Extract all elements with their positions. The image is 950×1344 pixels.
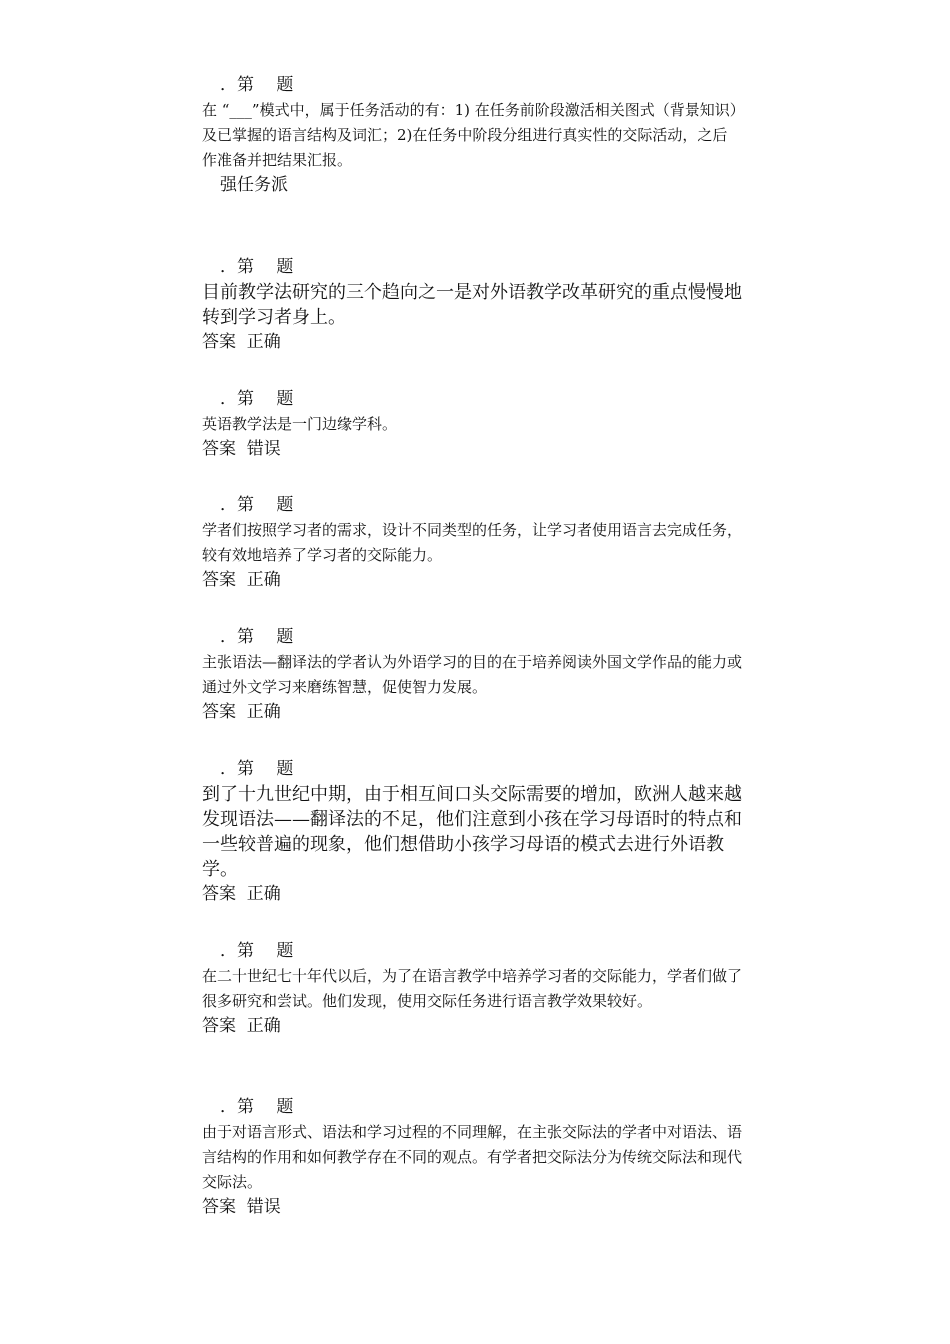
question-7	[202, 940, 742, 1038]
question-text: 学者们按照学习者的需求，设计不同类型的任务，让学习者使用语言去完成任务，较有效地培养了学习者的交际能力。	[202, 521, 743, 564]
question-answer: 答案 错误	[202, 439, 281, 459]
question-heading: ．第 题	[220, 389, 294, 409]
question-answer: 答案 正确	[202, 884, 281, 904]
question-text: 在二十世纪七十年代以后，为了在语言教学中培养学习者的交际能力，学者们做了很多研究和尝试。他们发现，使用交际任务进行语言教学效果较好。	[202, 967, 743, 1010]
question-answer: 答案 正确	[202, 332, 281, 352]
question-heading: ．第 题	[220, 1097, 294, 1117]
question-heading: ．第 题	[220, 75, 294, 95]
question-answer: 答案 错误	[202, 1197, 281, 1217]
question-4	[202, 494, 742, 592]
question-answer: 答案 正确	[202, 570, 281, 590]
question-answer: 答案 正确	[202, 702, 281, 722]
question-answer: 强任务派	[220, 175, 288, 195]
question-heading: ．第 题	[220, 759, 294, 779]
question-heading: ．第 题	[220, 627, 294, 647]
question-3	[202, 388, 742, 461]
question-text: 英语教学法是一门边缘学科。	[202, 415, 398, 433]
question-answer: 答案 正确	[202, 1016, 281, 1036]
question-text: 到了十九世纪中期，由于相互间口头交际需要的增加，欧洲人越来越发现语法——翻译法的不足，他们注意到小孩在学习母语时的特点和一些较普遍的现象，他们想借助小孩学习母语的模式去进行外语教学。	[202, 784, 742, 880]
question-text: 主张语法—翻译法的学者认为外语学习的目的在于培养阅读外国文学作品的能力或通过外文学习来磨练智慧，促使智力发展。	[202, 653, 743, 696]
question-text: 由于对语言形式、语法和学习过程的不同理解，在主张交际法的学者中对语法、语言结构的作用和如何教学存在不同的观点。有学者把交际法分为传统交际法和现代交际法。	[202, 1123, 743, 1191]
question-heading: ．第 题	[220, 941, 294, 961]
question-5	[202, 626, 742, 724]
question-heading: ．第 题	[220, 257, 294, 277]
question-heading: ．第 题	[220, 495, 294, 515]
question-text: 在 “___”模式中，属于任务活动的有：1) 在任务前阶段激活相关图式（背景知识）及已掌握的语言结构及词汇；2)在任务中阶段分组进行真实性的交际活动，之后作准备并把结果汇报。	[202, 101, 738, 169]
question-1	[202, 74, 742, 197]
question-6	[202, 758, 742, 906]
question-text: 目前教学法研究的三个趋向之一是对外语教学改革研究的重点慢慢地转到学习者身上。	[202, 282, 742, 328]
question-2	[202, 256, 742, 354]
question-8	[202, 1096, 742, 1219]
